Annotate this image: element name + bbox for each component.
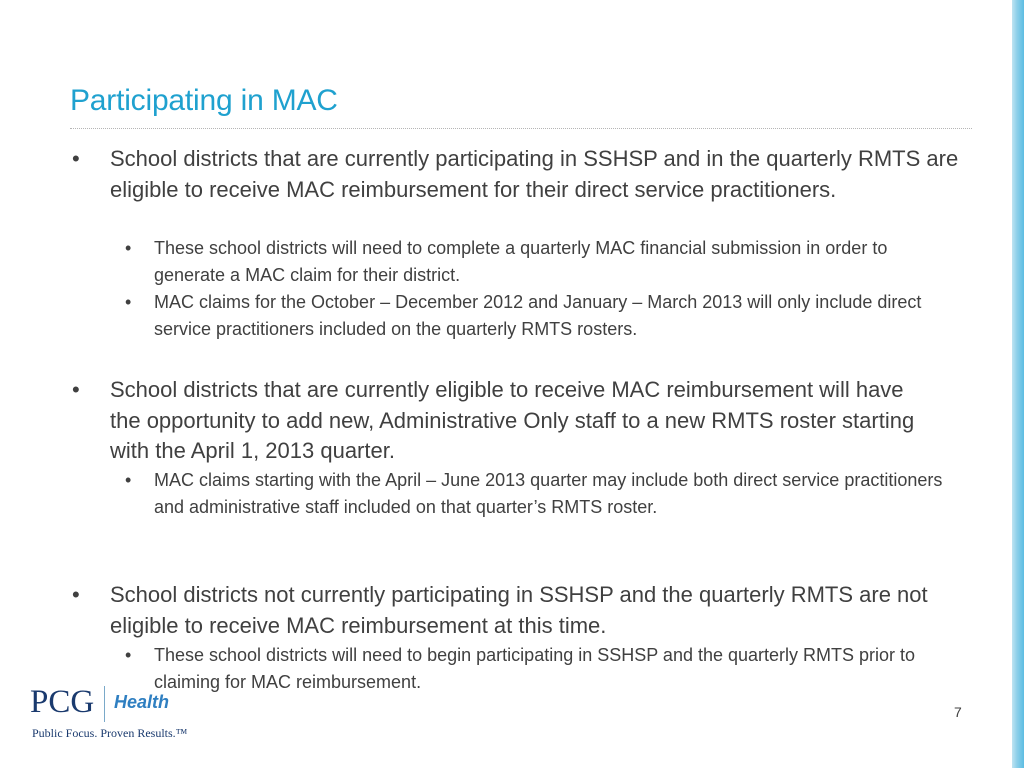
bullet-item <box>72 580 960 641</box>
sub-bullet-item <box>125 467 954 521</box>
bullet-marker: • <box>72 146 80 171</box>
sub-bullet-text: MAC claims for the October – December 2012 and January – March 2013 will only include direct service practitioners included on the quarterly RMTS rosters. <box>154 292 922 339</box>
bullet-text: School districts that are currently participating in SSHSP and in the quarterly RMTS are eligible to receive MAC reimbursement for their direct service practitioners. <box>110 146 959 202</box>
bullet-marker: • <box>125 645 132 665</box>
logo-divider <box>104 686 105 722</box>
bullet-item <box>72 375 940 467</box>
logo-tagline: Public Focus. Proven Results.™ <box>32 726 188 740</box>
bullet-item <box>72 144 960 205</box>
sub-bullet-item <box>125 235 954 289</box>
logo-company: PCG <box>30 684 95 720</box>
bullet-marker: • <box>72 582 80 607</box>
bullet-marker: • <box>125 292 132 312</box>
bullet-marker: • <box>72 377 80 402</box>
bullet-text: School districts that are currently eligible to receive MAC reimbursement will have the opportunity to add new, Administrative Only staff to a new RMTS roster starting with the April 1, 2013 quarter. <box>110 377 915 463</box>
sub-bullet-text: MAC claims starting with the April – June 2013 quarter may include both direct service practitioners and administrative staff included on that quarter’s RMTS roster. <box>154 470 943 517</box>
bullet-marker: • <box>125 470 132 490</box>
slide-title: Participating in MAC <box>70 84 338 117</box>
bullet-marker: • <box>125 238 132 258</box>
sub-bullet-item <box>125 642 954 696</box>
sub-bullet-text: These school districts will need to complete a quarterly MAC financial submission in order to generate a MAC claim for their district. <box>154 238 888 285</box>
bullet-text: School districts not currently participating in SSHSP and the quarterly RMTS are not eligible to receive MAC reimbursement at this time. <box>110 582 928 638</box>
page-number: 7 <box>954 704 962 720</box>
sub-bullet-item <box>125 289 964 343</box>
pcg-health-logo <box>30 684 210 744</box>
sub-bullet-text: These school districts will need to begin participating in SSHSP and the quarterly RMTS prior to claiming for MAC reimbursement. <box>154 645 916 692</box>
logo-division: Health <box>114 692 170 712</box>
